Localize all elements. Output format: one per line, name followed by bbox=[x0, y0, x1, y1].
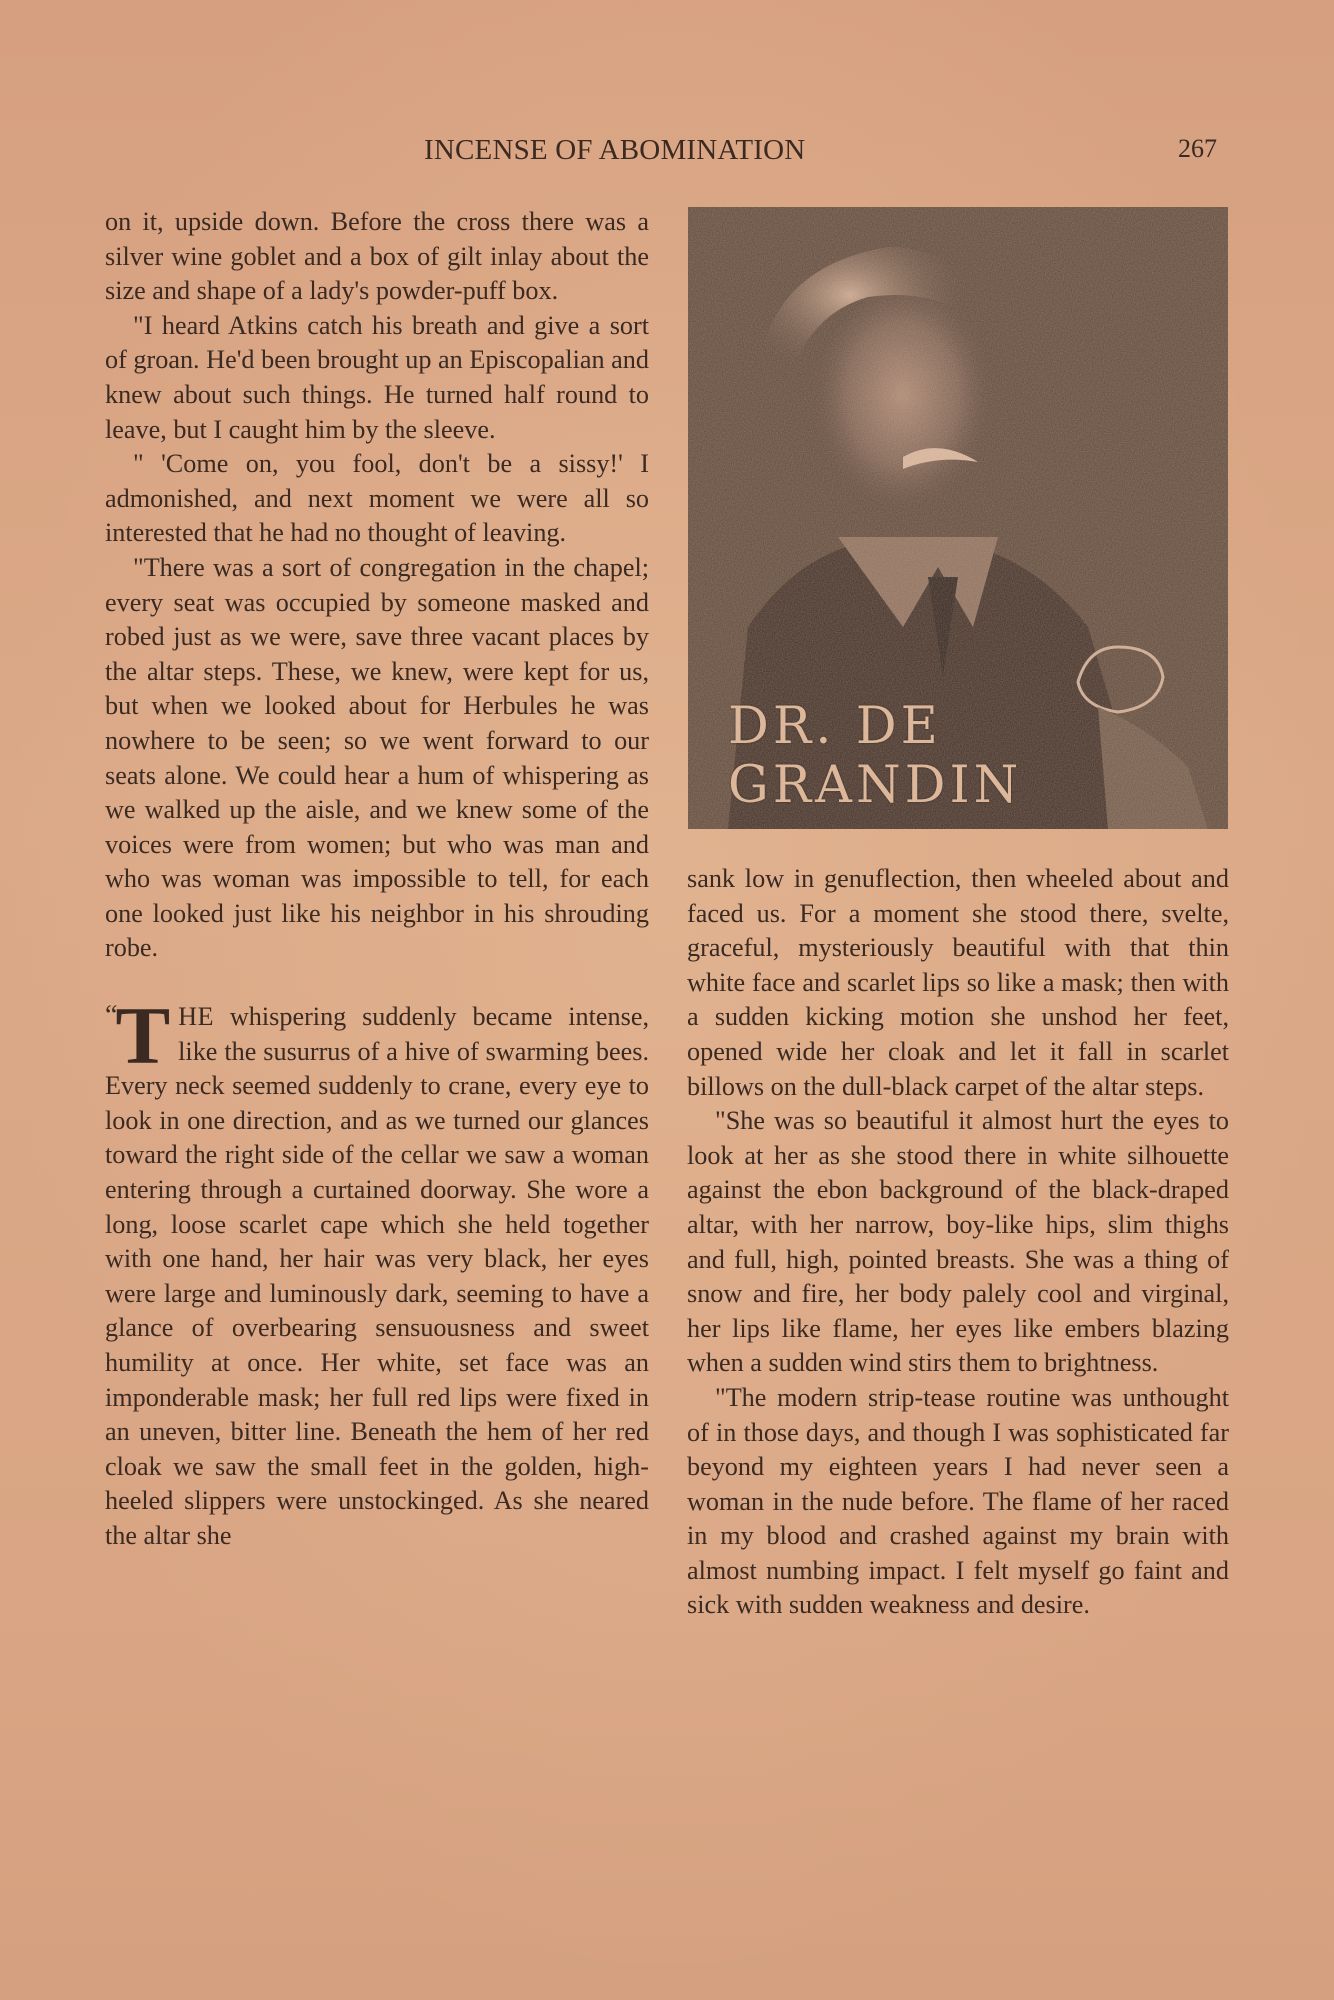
paragraph-text: whispering suddenly became intense, like the susurrus of a hive of swarming bees. Every neck seemed suddenly to crane, every eye to look in one direction, and as we turned our glances toward the right side of the cellar we saw a woman entering through a curtained doorway. She wore a long, loose scarlet cape which she held together with one hand, her hair was very black, her eyes were large and luminously dark, seeming to have a glance of overbearing sensuousness and sweet humility at once. Her white, set face was an imponderable mask; her full red lips were fixed in an uneven, bitter line. Beneath the hem of her red cloak we saw the small feet in the golden, high-heeled slippers were unstockinged. As she neared the altar she bbox=[105, 1002, 649, 1550]
open-quote: “ bbox=[105, 1000, 118, 1032]
paragraph: "I heard Atkins catch his breath and give a sort of groan. He'd been brought up an Episcopalian and knew about such things. He turned half round to leave, but I caught him by the sleeve. bbox=[105, 310, 649, 444]
paragraph: "There was a sort of congregation in the chapel; every seat was occupied by someone masked and robed just as we were, save three vacant places by the altar steps. These, we knew, were kept for us, but when we looked about for Herbules he was nowhere to be seen; so we went forward to our seats alone. We could hear a hum of whispering as we walked up the aisle, and we knew some of the voices were from women; but who was man and who was woman was impossible to tell, for each one looked just like his neighbor in his shrouding robe. bbox=[105, 552, 649, 963]
left-column bbox=[105, 205, 649, 1554]
paragraph: on it, upside down. Before the cross there was a silver wine goblet and a box of gilt inlay about the size and shape of a lady's powder-puff box. bbox=[105, 207, 649, 306]
paragraph: " 'Come on, you fool, don't be a sissy!' I admonished, and next moment we were all so interested that he had no thought of leaving. bbox=[105, 449, 649, 548]
running-title: INCENSE OF ABOMINATION bbox=[424, 134, 806, 166]
right-column bbox=[687, 862, 1229, 1623]
paragraph: "The modern strip-tease routine was unthought of in those days, and though I was sophisticated far beyond my eighteen years I had never seen a woman in the nude before. The flame of her raced in my blood and crashed against my brain with almost numbing impact. I felt myself go faint and sick with sudden weakness and desire. bbox=[687, 1382, 1229, 1620]
portrait-illustration bbox=[688, 207, 1228, 829]
dropcap-paragraph bbox=[105, 990, 649, 1554]
portrait-caption: DR. DE GRANDIN bbox=[728, 697, 1023, 815]
running-head bbox=[0, 134, 1334, 174]
small-caps-lead: HE bbox=[178, 1002, 215, 1032]
paragraph: "She was so beautiful it almost hurt the eyes to look at her as she stood there in white silhouette against the ebon background of the black-draped altar, with her narrow, boy-like hips, slim thighs and full, high, pointed breasts. She was a thing of snow and fire, her body palely cool and virginal, her lips like flame, her eyes like embers blazing when a sudden wind stirs them to brightness. bbox=[687, 1106, 1229, 1378]
drop-cap: T bbox=[115, 990, 171, 1082]
paragraph: sank low in genuflection, then wheeled about and faced us. For a moment she stood there, svelte, graceful, mysteriously beautiful with that thin white face and scarlet lips so like a mask; then with a sudden kicking motion she unshod her feet, opened wide her cloak and let it fall in scarlet billows on the dull-black carpet of the altar steps. bbox=[687, 864, 1229, 1101]
page-number: 267 bbox=[1178, 134, 1217, 163]
